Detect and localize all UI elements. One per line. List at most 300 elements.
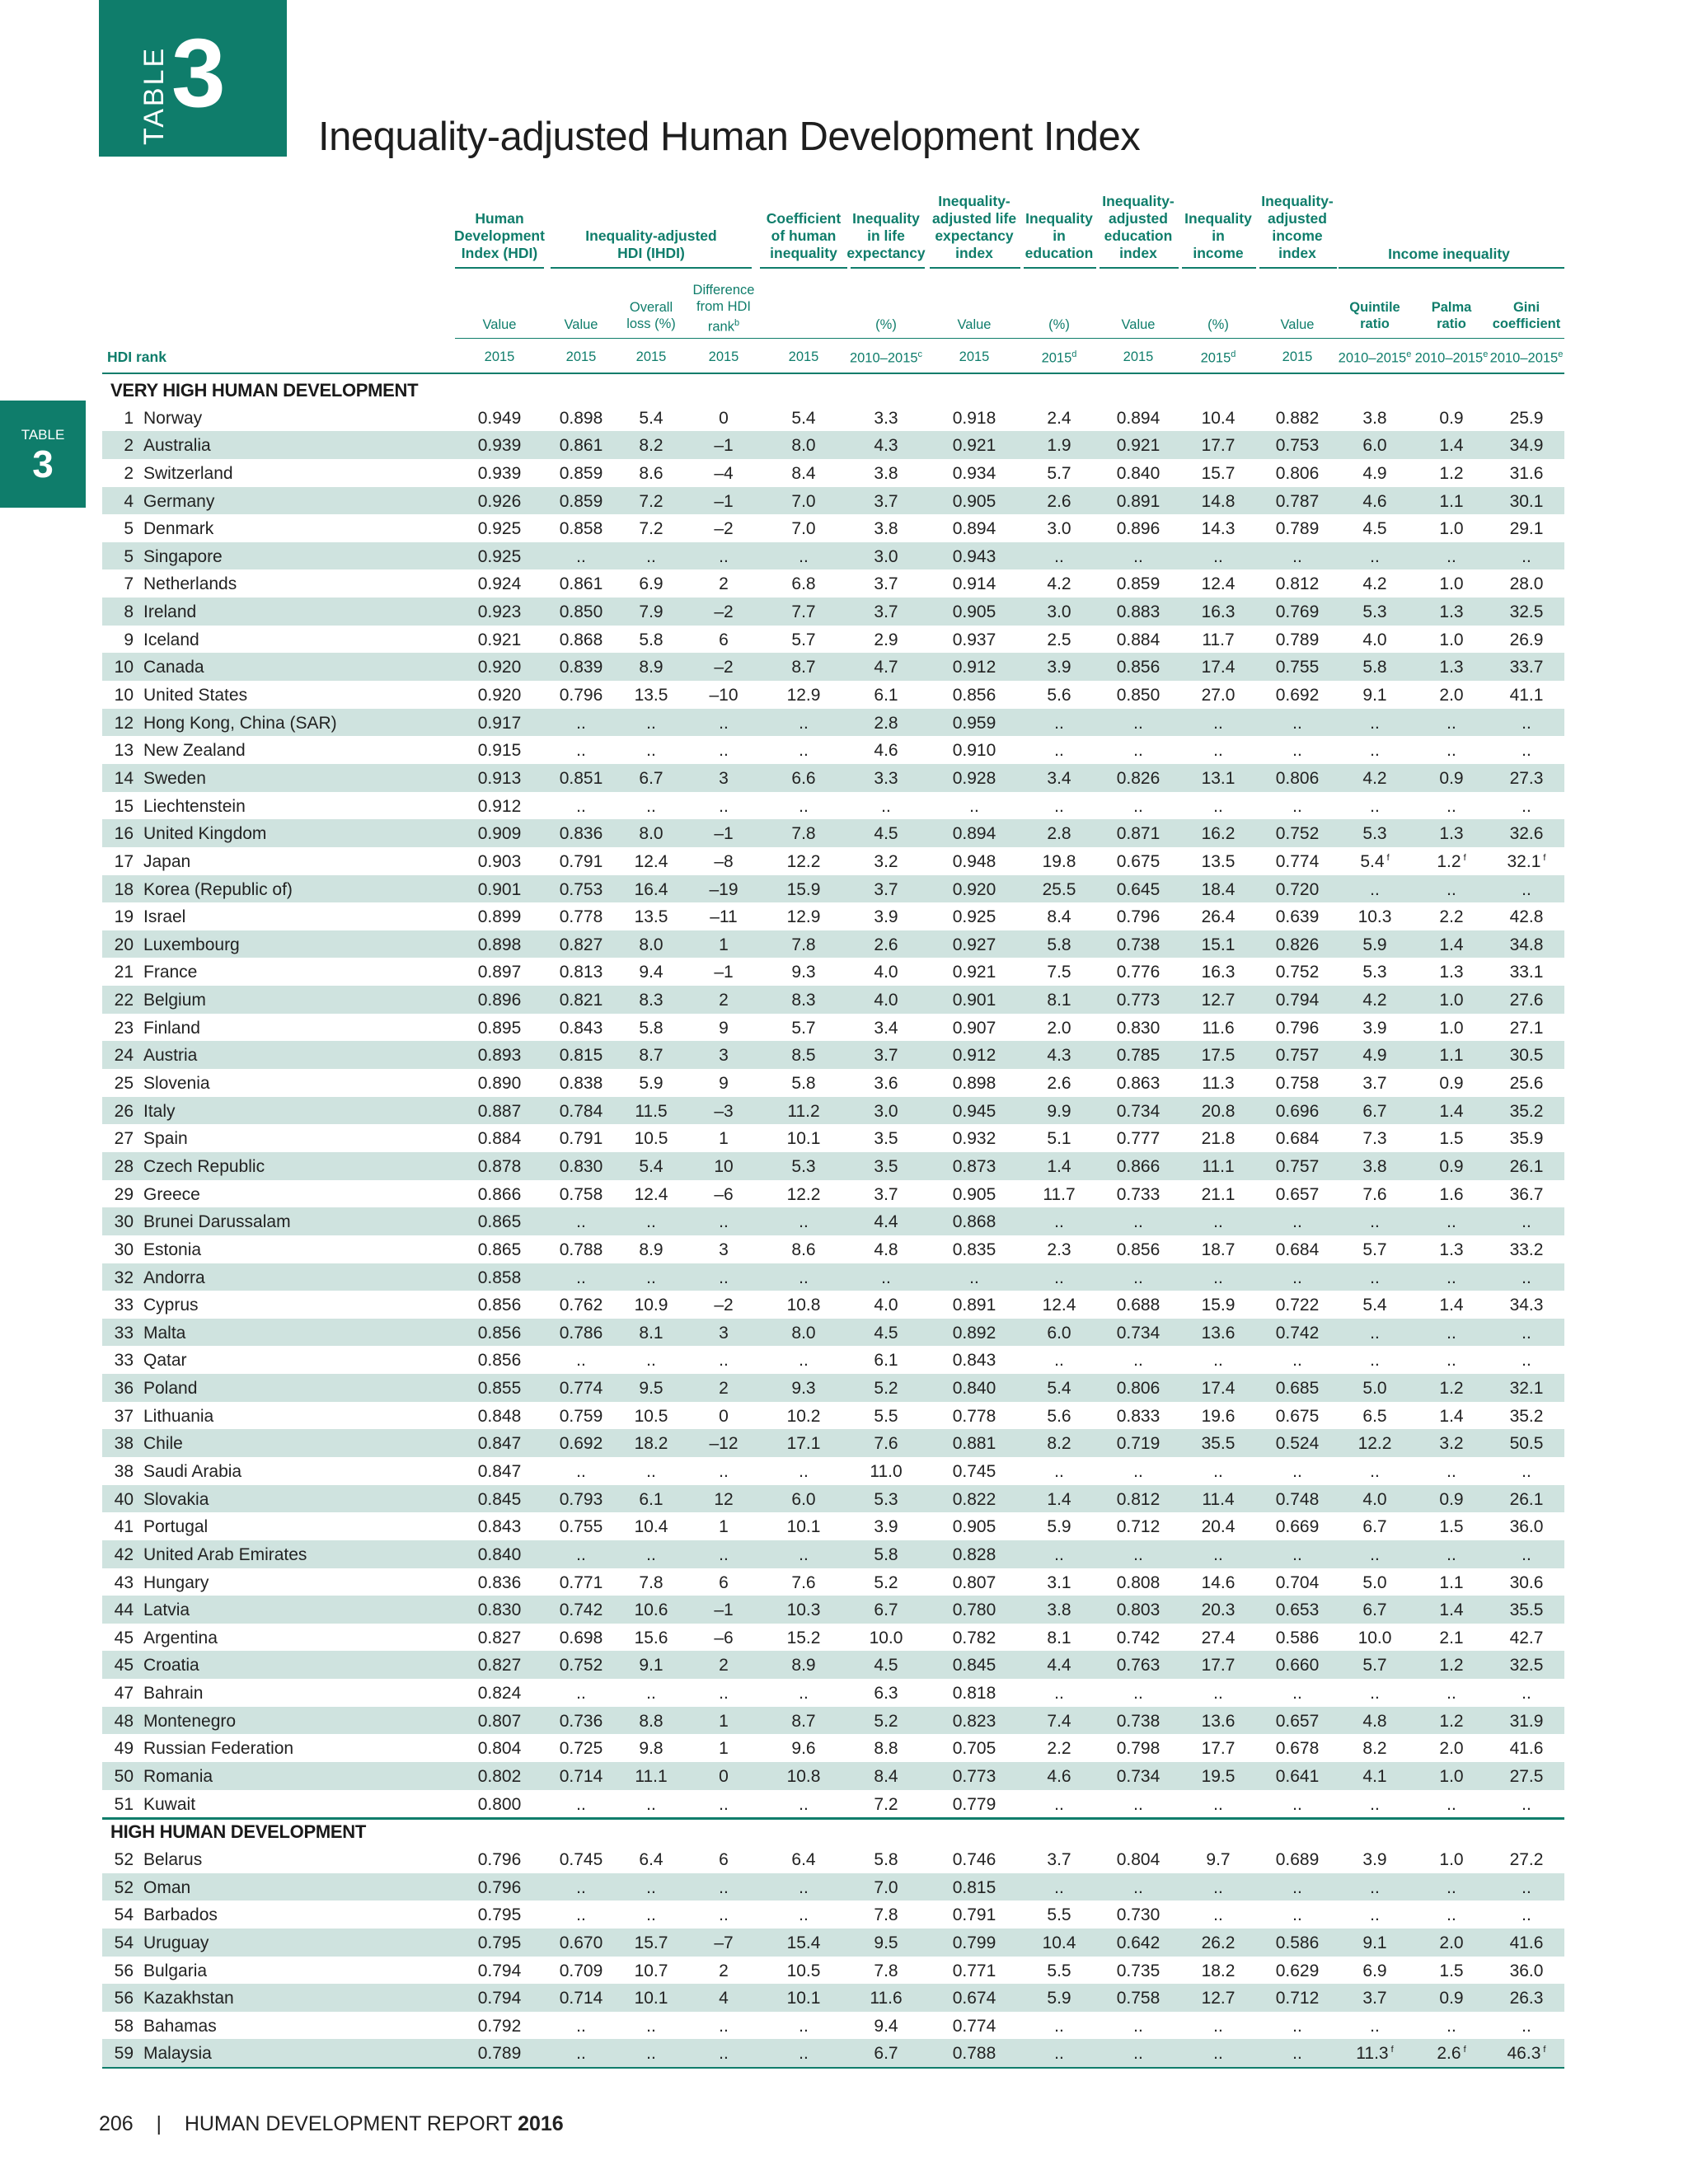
value-cell: 3.8 — [874, 463, 898, 483]
value-cell: 0.818 — [952, 1684, 996, 1704]
value-cell: 0.789 — [1275, 630, 1320, 649]
year-cell: 2015 — [565, 349, 597, 364]
underline-ineq-edu — [1024, 267, 1096, 269]
group-header-row — [102, 1817, 1564, 1845]
value-cell: 0.920 — [477, 686, 522, 705]
value-cell: 3.7 — [1047, 1849, 1071, 1869]
value-cell: .. — [1054, 1212, 1064, 1232]
value-cell: 0.866 — [477, 1184, 522, 1204]
value-cell: .. — [799, 713, 809, 733]
value-cell: 17.5 — [1201, 1046, 1236, 1066]
value-cell: .. — [1522, 741, 1531, 761]
value-cell: 6.9 — [1362, 1961, 1387, 1980]
value-cell: .. — [1213, 741, 1223, 761]
hdi-rank-cell: 51 — [114, 1794, 134, 1814]
value-cell: 0.868 — [559, 630, 603, 649]
value-cell: 10.0 — [1357, 1628, 1392, 1647]
value-cell: 0.937 — [952, 630, 996, 649]
sub-ihdi-value: Value — [564, 317, 598, 332]
value-cell: .. — [1370, 741, 1380, 761]
country-name: France — [143, 963, 198, 982]
value-cell: 8.1 — [639, 1323, 663, 1343]
value-cell: 3.7 — [874, 1046, 898, 1066]
table-row — [102, 2012, 1564, 2040]
value-cell: .. — [646, 1351, 656, 1371]
country-name: Korea (Republic of) — [143, 879, 293, 899]
value-cell: 18.7 — [1201, 1240, 1236, 1259]
value-cell: 0.753 — [1275, 436, 1320, 456]
page-title: Inequality-adjusted Human Development Index — [318, 115, 1141, 159]
value-cell: 5.4 — [639, 1156, 663, 1176]
value-cell: 6.7 — [874, 2044, 898, 2064]
value-cell: 0.752 — [1275, 963, 1320, 982]
hdi-rank-cell: 2 — [124, 463, 134, 483]
value-cell: 12.7 — [1201, 991, 1236, 1010]
value-cell: .. — [799, 796, 809, 816]
table-row — [102, 1957, 1564, 1985]
value-cell: 8.4 — [874, 1767, 898, 1787]
value-cell: 0.898 — [559, 408, 603, 428]
value-cell: 17.4 — [1201, 658, 1236, 677]
value-cell: 0.826 — [1275, 935, 1320, 954]
value-cell: .. — [1213, 1684, 1223, 1704]
country-name: Singapore — [143, 546, 223, 566]
value-cell: .. — [1133, 1544, 1143, 1564]
value-cell: .. — [1522, 2016, 1531, 2036]
value-cell: 0.847 — [477, 1434, 522, 1454]
value-cell: 12.4 — [1201, 574, 1236, 594]
table-row — [102, 1596, 1564, 1624]
value-cell: 0.776 — [1116, 963, 1160, 982]
value-cell: .. — [1133, 1684, 1143, 1704]
country-name: Ireland — [143, 602, 197, 622]
value-cell: .. — [1133, 1212, 1143, 1232]
value-cell: 0.847 — [477, 1461, 522, 1481]
value-cell: .. — [646, 1877, 656, 1897]
value-cell: 0.905 — [952, 1517, 996, 1537]
value-cell: 13.6 — [1201, 1711, 1236, 1731]
value-cell: 5.7 — [791, 1018, 816, 1038]
value-cell: .. — [1213, 1461, 1223, 1481]
value-cell: .. — [719, 1212, 729, 1232]
value-cell: 0.856 — [477, 1296, 522, 1315]
hdi-rank-cell: 45 — [114, 1628, 134, 1647]
value-cell: 0.748 — [1275, 1489, 1320, 1509]
value-cell: 18.2 — [1201, 1961, 1236, 1980]
value-cell: 26.9 — [1509, 630, 1544, 649]
value-cell: 0.913 — [477, 768, 522, 788]
value-cell: 0.794 — [477, 1989, 522, 2008]
value-cell: 27.5 — [1509, 1767, 1544, 1787]
country-name: Chile — [143, 1434, 183, 1454]
value-cell: 7.8 — [639, 1572, 663, 1592]
value-cell: 0.777 — [1116, 1129, 1160, 1149]
value-cell: .. — [799, 1877, 809, 1897]
value-cell: 1.9 — [1047, 436, 1071, 456]
value-cell: 2 — [719, 991, 729, 1010]
table-row — [102, 764, 1564, 792]
value-cell: 0.791 — [952, 1905, 996, 1925]
value-cell: 20.8 — [1201, 1101, 1236, 1121]
value-cell: 4.0 — [1362, 630, 1387, 649]
hdi-rank-cell: 50 — [114, 1767, 134, 1787]
value-cell: 8.2 — [1047, 1434, 1071, 1454]
value-cell: 0.779 — [952, 1794, 996, 1814]
value-cell: .. — [646, 1461, 656, 1481]
value-cell: .. — [1447, 1905, 1456, 1925]
hdi-rank-cell: 38 — [114, 1434, 134, 1454]
value-cell: 0.689 — [1275, 1849, 1320, 1869]
value-cell: .. — [1133, 1794, 1143, 1814]
underline-ineq-life — [851, 267, 925, 269]
value-cell: 0.771 — [952, 1961, 996, 1980]
value-cell: 1.0 — [1439, 519, 1464, 539]
value-cell: 0.843 — [477, 1517, 522, 1537]
value-cell: 0.891 — [952, 1296, 996, 1315]
value-cell: 0.915 — [477, 741, 522, 761]
value-cell: 0.918 — [952, 408, 996, 428]
hdi-rank-label: HDI rank — [107, 349, 166, 365]
report-name: HUMAN DEVELOPMENT REPORT — [184, 2112, 513, 2135]
hdi-rank-cell: 23 — [114, 1018, 134, 1038]
country-name: Switzerland — [143, 463, 233, 483]
value-cell: .. — [646, 713, 656, 733]
value-cell: 5.4 — [1362, 1296, 1387, 1315]
value-cell: 10.6 — [634, 1601, 668, 1620]
value-cell: .. — [1292, 2016, 1302, 2036]
value-cell: 14.6 — [1201, 1572, 1236, 1592]
value-cell: .. — [1370, 1351, 1380, 1371]
hdi-rank-cell: 8 — [124, 602, 134, 622]
value-cell: –12 — [709, 1434, 738, 1454]
hdi-rank-cell: 58 — [114, 2016, 134, 2036]
hdi-rank-cell: 5 — [124, 519, 134, 539]
table-row — [102, 1984, 1564, 2012]
value-cell: 3.6 — [874, 1074, 898, 1094]
value-cell: .. — [1133, 1877, 1143, 1897]
value-cell: 6 — [719, 1849, 729, 1869]
value-cell: .. — [1133, 1461, 1143, 1481]
country-name: Bahrain — [143, 1684, 204, 1704]
value-cell: 10.0 — [869, 1628, 903, 1647]
value-cell: 0.813 — [559, 963, 603, 982]
hdi-rank-cell: 15 — [114, 796, 134, 816]
country-name: Liechtenstein — [143, 796, 246, 816]
value-cell: .. — [1213, 2016, 1223, 2036]
value-cell: 7.4 — [1047, 1711, 1071, 1731]
value-cell: 9.5 — [639, 1379, 663, 1399]
table-row — [102, 1429, 1564, 1457]
value-cell: 27.3 — [1509, 768, 1544, 788]
value-cell: 4.2 — [1362, 574, 1387, 594]
value-cell: 0.800 — [477, 1794, 522, 1814]
value-cell: 10.4 — [1042, 1933, 1076, 1952]
value-cell: 11.0 — [870, 1461, 903, 1481]
table-row — [102, 875, 1564, 903]
value-cell: 8.7 — [791, 1711, 816, 1731]
value-cell: 36.7 — [1509, 1184, 1544, 1204]
value-cell: 0.905 — [952, 491, 996, 511]
value-cell: 3 — [719, 768, 729, 788]
value-cell: 0.934 — [952, 463, 996, 483]
hdi-rank-cell: 40 — [114, 1489, 134, 1509]
value-cell: 6.1 — [874, 1351, 898, 1371]
value-cell: 0.927 — [952, 935, 996, 954]
value-cell: 0.871 — [1116, 824, 1160, 844]
value-cell: 3.7 — [874, 879, 898, 899]
value-cell: 9.4 — [874, 2016, 898, 2036]
value-cell: 0.736 — [559, 1711, 603, 1731]
hdi-rank-cell: 54 — [114, 1905, 134, 1925]
value-cell: .. — [646, 2016, 656, 2036]
value-cell: 3.7 — [874, 491, 898, 511]
value-cell: 12.2 — [1357, 1434, 1392, 1454]
value-cell: 0.780 — [952, 1601, 996, 1620]
country-name: Romania — [143, 1767, 213, 1787]
value-cell: 41.1 — [1509, 686, 1544, 705]
value-cell: .. — [1292, 1351, 1302, 1371]
value-cell: 1.0 — [1439, 991, 1464, 1010]
country-name: Estonia — [143, 1240, 202, 1259]
value-cell: 0.757 — [1275, 1046, 1320, 1066]
country-name: Hong Kong, China (SAR) — [143, 713, 337, 733]
value-cell: 0.851 — [559, 768, 603, 788]
value-cell: .. — [719, 1905, 729, 1925]
value-cell: 0.714 — [559, 1767, 603, 1787]
value-cell: .. — [576, 1877, 586, 1897]
value-cell: 3.8 — [874, 519, 898, 539]
value-cell: 0.698 — [559, 1628, 603, 1647]
value-cell: 21.8 — [1201, 1129, 1236, 1149]
table-row — [102, 569, 1564, 598]
value-cell: 7.2 — [639, 519, 663, 539]
side-table-tab — [0, 401, 86, 508]
value-cell: 1.1 — [1439, 1046, 1464, 1066]
value-cell: 0.859 — [559, 491, 603, 511]
value-cell: 10.1 — [786, 1517, 821, 1537]
value-cell: 10.1 — [786, 1129, 821, 1149]
value-cell: 9 — [719, 1018, 729, 1038]
hdi-rank-cell: 54 — [114, 1933, 134, 1952]
value-cell: 5.8 — [1362, 658, 1387, 677]
value-cell: .. — [1522, 1544, 1531, 1564]
value-cell: .. — [576, 1544, 586, 1564]
value-cell: 0.858 — [559, 519, 603, 539]
value-cell: 33.1 — [1509, 963, 1544, 982]
year-cell: 2015 — [1123, 349, 1154, 364]
value-cell: 0.725 — [559, 1739, 603, 1759]
table-row — [102, 1929, 1564, 1957]
value-cell: –6 — [714, 1184, 734, 1204]
value-cell: 5.7 — [1047, 463, 1071, 483]
table-row — [102, 709, 1564, 737]
value-cell: .. — [1213, 1794, 1223, 1814]
value-cell: 0.840 — [1116, 463, 1160, 483]
value-cell: 12.9 — [786, 686, 821, 705]
value-cell: 6.7 — [1362, 1601, 1387, 1620]
value-cell: 1 — [719, 1129, 729, 1149]
value-cell: 3.0 — [874, 546, 898, 566]
value-cell: 2.9 — [874, 630, 898, 649]
value-cell: 0.735 — [1116, 1961, 1160, 1980]
value-cell: 35.2 — [1509, 1406, 1544, 1426]
value-cell: 0.771 — [559, 1572, 603, 1592]
value-cell: 17.4 — [1201, 1379, 1236, 1399]
value-cell: 0.796 — [1275, 1018, 1320, 1038]
value-cell: 0.795 — [477, 1933, 522, 1952]
value-cell: 6.7 — [1362, 1101, 1387, 1121]
value-cell: .. — [719, 741, 729, 761]
value-cell: 0.733 — [1116, 1184, 1160, 1204]
value-cell: 0.856 — [477, 1323, 522, 1343]
value-cell: .. — [646, 1268, 656, 1287]
value-cell: 5.9 — [639, 1074, 663, 1094]
page-number: 206 — [99, 2112, 134, 2135]
country-name: United States — [143, 686, 248, 705]
value-cell: 0.923 — [477, 602, 522, 622]
value-cell: 8.8 — [639, 1711, 663, 1731]
value-cell: 11.6 — [870, 1989, 903, 2008]
value-cell: .. — [1447, 879, 1456, 899]
value-cell: 0.909 — [477, 824, 522, 844]
value-cell: 4.2 — [1362, 991, 1387, 1010]
value-cell: 18.2 — [634, 1434, 668, 1454]
value-cell: 5.2 — [874, 1711, 898, 1731]
value-cell: 0.9 — [1439, 768, 1464, 788]
value-cell: 0.586 — [1275, 1628, 1320, 1647]
value-cell: 2.2 — [1047, 1739, 1071, 1759]
value-cell: 0.794 — [1275, 991, 1320, 1010]
value-cell: .. — [1054, 1684, 1064, 1704]
value-cell: 16.3 — [1201, 602, 1236, 622]
value-cell: 4.6 — [1362, 491, 1387, 511]
country-name: Russian Federation — [143, 1739, 294, 1759]
value-cell: 0.758 — [1275, 1074, 1320, 1094]
value-cell: .. — [1292, 1877, 1302, 1897]
value-cell: 0.804 — [477, 1739, 522, 1759]
value-cell: 0.828 — [952, 1544, 996, 1564]
value-cell: 4.4 — [874, 1212, 898, 1232]
value-cell: 13.1 — [1201, 768, 1236, 788]
value-cell: 0.894 — [952, 824, 996, 844]
value-cell: .. — [881, 1268, 891, 1287]
value-cell: .. — [1370, 1461, 1380, 1481]
country-name: Barbados — [143, 1905, 218, 1925]
table-row — [102, 626, 1564, 654]
value-cell: 0.722 — [1275, 1296, 1320, 1315]
value-cell: 3.7 — [1362, 1074, 1387, 1094]
value-cell: 20.3 — [1201, 1601, 1236, 1620]
value-cell: 0.712 — [1116, 1517, 1160, 1537]
value-cell: .. — [1054, 1794, 1064, 1814]
value-cell: .. — [799, 1212, 809, 1232]
value-cell: .. — [799, 1794, 809, 1814]
value-cell: 1.3 — [1439, 658, 1464, 677]
value-cell: .. — [1522, 546, 1531, 566]
header-adj-inc: Inequality- adjusted income index — [1261, 193, 1334, 261]
value-cell: .. — [646, 796, 656, 816]
value-cell: .. — [576, 1905, 586, 1925]
value-cell: 0.840 — [477, 1544, 522, 1564]
value-cell: .. — [1213, 1351, 1223, 1371]
header-coef: Coefficient of human inequality — [766, 210, 842, 261]
value-cell: 1.0 — [1439, 574, 1464, 594]
country-name: Malta — [143, 1323, 186, 1343]
table-row — [102, 1069, 1564, 1097]
value-cell: 3.7 — [1362, 1989, 1387, 2008]
value-cell: 0.685 — [1275, 1379, 1320, 1399]
country-name: Netherlands — [143, 574, 237, 594]
value-cell: 0.755 — [559, 1517, 603, 1537]
value-cell: 5.5 — [1047, 1961, 1071, 1980]
value-cell: 7.6 — [791, 1572, 816, 1592]
sub-ineq-edu: (%) — [1048, 317, 1070, 332]
value-cell: 8.2 — [639, 436, 663, 456]
hdi-rank-cell: 49 — [114, 1739, 134, 1759]
value-cell: .. — [1213, 1544, 1223, 1564]
hdi-rank-cell: 32 — [114, 1268, 134, 1287]
value-cell: 2.6 — [1047, 491, 1071, 511]
table-row — [102, 653, 1564, 681]
table-row — [102, 2039, 1564, 2067]
value-cell: 0.959 — [952, 713, 996, 733]
value-cell: 3.4 — [874, 1018, 898, 1038]
value-cell: .. — [1292, 2044, 1302, 2064]
country-name: Sweden — [143, 768, 206, 788]
value-cell: 0.734 — [1116, 1767, 1160, 1787]
value-cell: 10.5 — [634, 1129, 668, 1149]
year-cell: 2015$^d$ — [1200, 349, 1236, 366]
country-name: Montenegro — [143, 1711, 237, 1731]
value-cell: 0.912 — [952, 1046, 996, 1066]
value-cell: 0.769 — [1275, 602, 1320, 622]
value-cell: 0.759 — [559, 1406, 603, 1426]
value-cell: 0.675 — [1116, 851, 1160, 871]
value-cell: 0.910 — [952, 741, 996, 761]
hdi-rank-cell: 42 — [114, 1544, 134, 1564]
country-name: Lithuania — [143, 1406, 214, 1426]
value-cell: 1.1 — [1439, 491, 1464, 511]
value-cell: .. — [1370, 1212, 1380, 1232]
value-cell: 9.1 — [1362, 686, 1387, 705]
value-cell: 0.912 — [952, 658, 996, 677]
value-cell: .. — [1213, 1212, 1223, 1232]
value-cell: 12.9 — [786, 907, 821, 927]
value-cell: 0.949 — [477, 408, 522, 428]
value-cell: 0.774 — [1275, 851, 1320, 871]
value-cell: 0.921 — [952, 963, 996, 982]
value-cell: 8.4 — [791, 463, 816, 483]
sub-ihdi-diff: Difference from HDI rank$^b$ — [692, 283, 755, 335]
value-cell: 34.8 — [1509, 935, 1544, 954]
value-cell: 1.4 — [1439, 1406, 1464, 1426]
value-cell: 0.945 — [952, 1101, 996, 1121]
value-cell: .. — [576, 2016, 586, 2036]
table-row — [102, 736, 1564, 764]
country-name: Portugal — [143, 1517, 209, 1537]
value-cell: .. — [1522, 1323, 1531, 1343]
value-cell: 0.9 — [1439, 408, 1464, 428]
hdi-rank-cell: 10 — [114, 658, 134, 677]
country-name: Slovakia — [143, 1489, 209, 1509]
hdi-rank-cell: 33 — [114, 1296, 134, 1315]
country-name: Finland — [143, 1018, 200, 1038]
value-cell: 9.9 — [1047, 1101, 1071, 1121]
value-cell: 0.856 — [477, 1351, 522, 1371]
value-cell: .. — [646, 1794, 656, 1814]
value-cell: 2.3 — [1047, 1240, 1071, 1259]
value-cell: 0.791 — [559, 1129, 603, 1149]
